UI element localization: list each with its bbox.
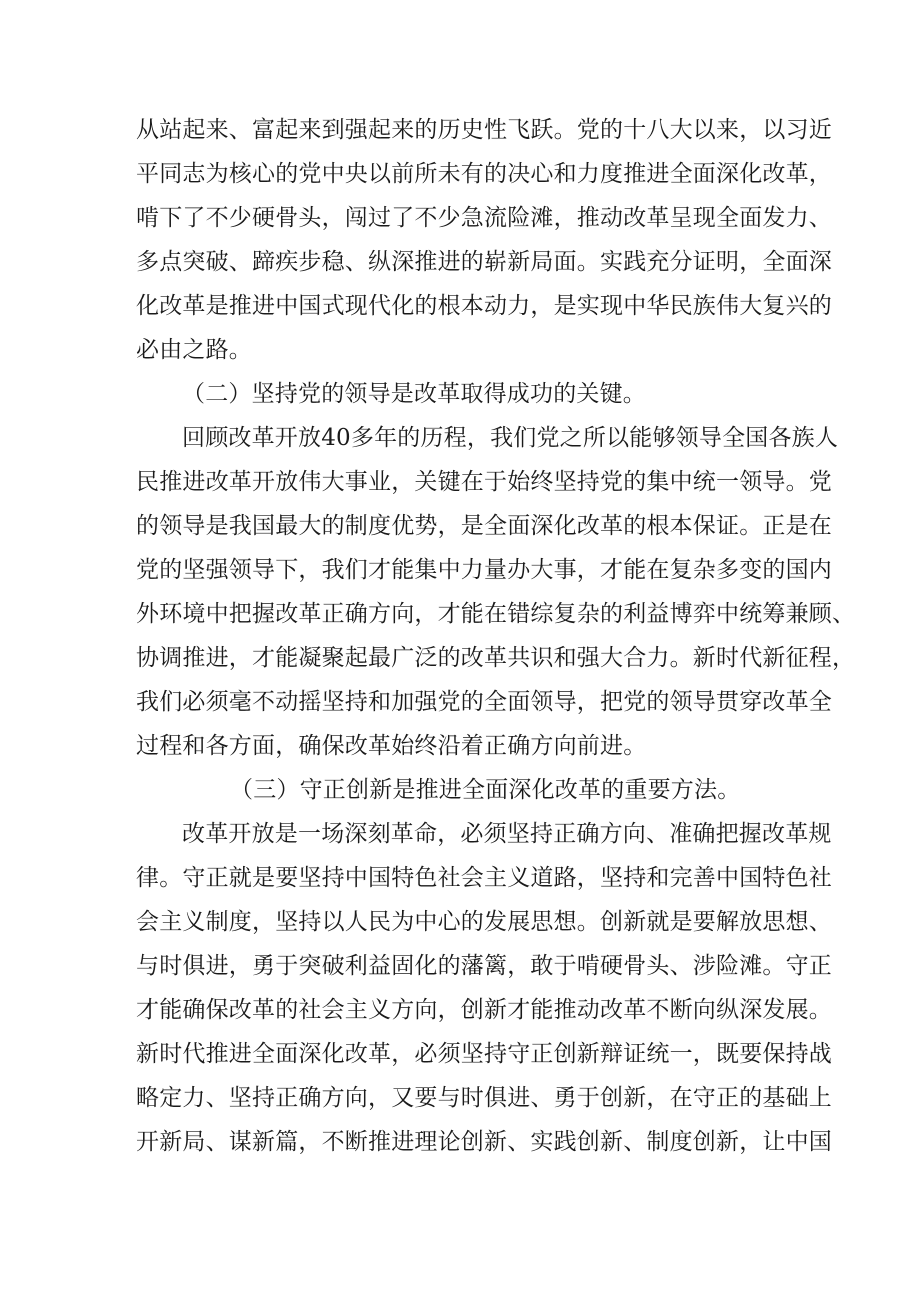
paragraph-1-line: 化改革是推进中国式现代化的根本动力，是实现中华民族伟大复兴的	[136, 293, 832, 319]
paragraph-3-line: 改革开放是一场深刻革命，必须坚持正确方向、准确把握改革规	[182, 821, 832, 847]
paragraph-3-line: 与时俱进，勇于突破利益固化的藩篱，敢于啃硬骨头、涉险滩。守正	[136, 953, 832, 979]
paragraph-3-line: 会主义制度，坚持以人民为中心的发展思想。创新就是要解放思想、	[136, 909, 832, 935]
paragraph-3-line: 才能确保改革的社会主义方向，创新才能推动改革不断向纵深发展。	[136, 997, 832, 1023]
section-heading-3: （三）守正创新是推进全面深化改革的重要方法。	[230, 777, 741, 803]
paragraph-1-line: 必由之路。	[136, 337, 252, 363]
paragraph-3-line: 律。守正就是要坚持中国特色社会主义道路，坚持和完善中国特色社	[136, 865, 832, 891]
paragraph-2-line: 外环境中把握改革正确方向，才能在错综复杂的利益博弈中统筹兼顾、	[136, 601, 856, 627]
section-heading-2: （二）坚持党的领导是改革取得成功的关键。	[182, 381, 646, 407]
paragraph-1-line: 从站起来、富起来到强起来的历史性飞跃。党的十八大以来，以习近	[136, 117, 832, 143]
paragraph-2-line: 党的坚强领导下，我们才能集中力量办大事，才能在复杂多变的国内	[136, 557, 832, 583]
paragraph-1-line: 啃下了不少硬骨头，闯过了不少急流险滩，推动改革呈现全面发力、	[136, 205, 832, 231]
paragraph-2-line: 协调推进，才能凝聚起最广泛的改革共识和强大合力。新时代新征程，	[136, 645, 856, 671]
paragraph-3-line: 新时代推进全面深化改革，必须坚持守正创新辩证统一，既要保持战	[136, 1041, 832, 1067]
paragraph-3-line: 略定力、坚持正确方向，又要与时俱进、勇于创新，在守正的基础上	[136, 1085, 832, 1111]
paragraph-2-line: 民推进改革开放伟大事业，关键在于始终坚持党的集中统一领导。党	[136, 469, 832, 495]
paragraph-2-line: 我们必须毫不动摇坚持和加强党的全面领导，把党的领导贯穿改革全	[136, 689, 832, 715]
paragraph-3-line: 开新局、谋新篇，不断推进理论创新、实践创新、制度创新，让中国	[136, 1129, 832, 1155]
paragraph-2-line: 过程和各方面，确保改革始终沿着正确方向前进。	[136, 733, 647, 759]
paragraph-1-line: 平同志为核心的党中央以前所未有的决心和力度推进全面深化改革，	[136, 161, 832, 187]
paragraph-2-line: 回顾改革开放40多年的历程，我们党之所以能够领导全国各族人	[182, 425, 839, 451]
paragraph-1-line: 多点突破、蹄疾步稳、纵深推进的崭新局面。实践充分证明，全面深	[136, 249, 832, 275]
paragraph-2-line: 的领导是我国最大的制度优势，是全面深化改革的根本保证。正是在	[136, 513, 832, 539]
